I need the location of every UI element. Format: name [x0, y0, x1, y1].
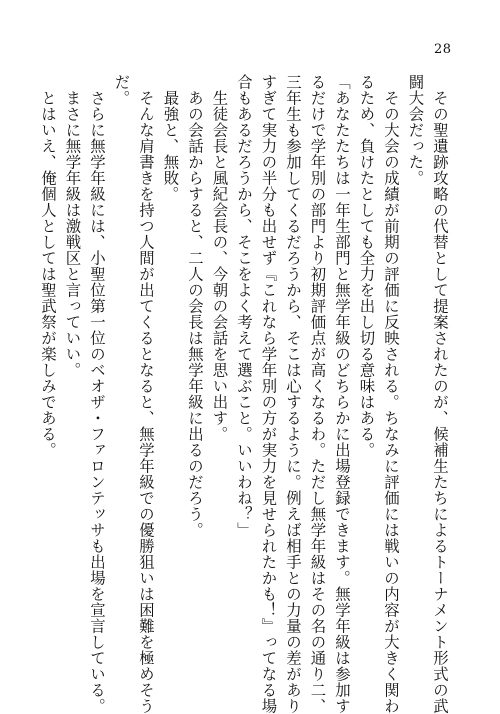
text-line: 三年生も参加してくるだろうから、そこは心するように。例えば相手との力量の差があり	[284, 74, 302, 714]
text-line: その聖遺跡攻略の代替として提案されたのが、候補生たちによるトーナメント形式の武	[431, 74, 449, 714]
text-line: るだけで学年別の部門より初期評価点が高くなるわ。ただし無学年級はその名の通り二、	[308, 74, 327, 714]
text-line: 最強と、無敗。	[161, 74, 180, 202]
text-line: 「あなたたちは一年生部門と無学年級のどちらかに出場登録できます。無学年級は参加す	[333, 74, 351, 714]
text-line: そんな肩書きを持つ人間が出てくるとなると、無学年級での優勝狙いは困難を極めそう	[137, 74, 155, 714]
body-text	[36, 74, 453, 714]
text-line: あの会話からすると、二人の会長は無学年級に出るのだろう。	[186, 74, 204, 538]
text-line: 合もあるだろうから、そこをよく考えて選ぶこと。いいわね？」	[235, 74, 253, 538]
text-line: 生徒会長と風紀会長の、今朝の会話を思い出す。	[210, 74, 229, 442]
text-line: とはいえ、俺個人としては聖武祭が楽しみである。	[39, 74, 57, 458]
text-line: だ。	[112, 74, 131, 106]
text-line: すぎて実力の半分も出せず『これなら学年別の方が実力を見せられたかも！』ってなる場	[259, 74, 278, 714]
text-line: まさに無学年級は激戦区と言っていい。	[63, 74, 82, 378]
text-line: さらに無学年級には、小聖位第一位のベオザ・ファロンテッサも出場を宣言している。	[88, 74, 106, 714]
text-line: その大会の成績が前期の評価に反映される。ちなみに評価には戦いの内容が大きく関わ	[382, 74, 400, 714]
text-line: るため、負けたとしても全力を出し切る意味はある。	[357, 74, 376, 458]
page-number: 28	[434, 42, 452, 57]
text-line: 闘大会だった。	[406, 74, 425, 186]
